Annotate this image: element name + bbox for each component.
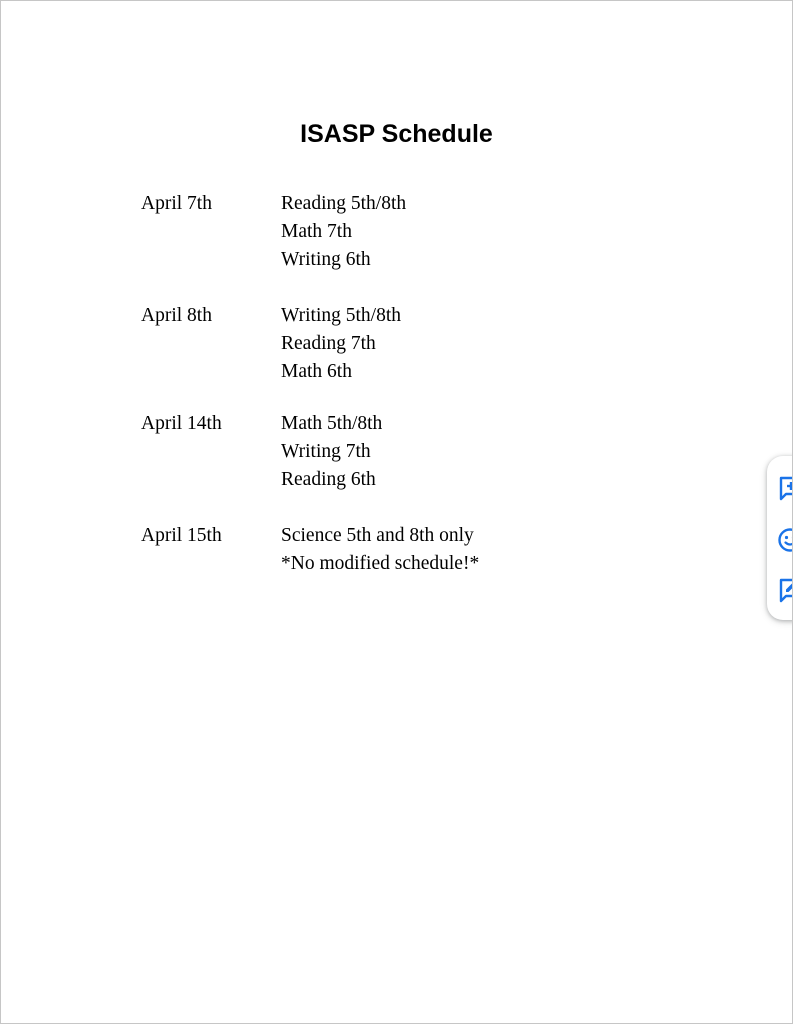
schedule-date: April 8th (141, 305, 212, 326)
schedule-item: Math 5th/8th (281, 413, 383, 434)
schedule-item: Writing 7th (281, 441, 371, 462)
schedule-item: Writing 5th/8th (281, 305, 401, 326)
schedule-date: April 15th (141, 525, 222, 546)
schedule-items (281, 190, 406, 274)
schedule-item: Reading 7th (281, 333, 376, 354)
add-comment-icon (777, 475, 793, 501)
page-title: ISASP Schedule (300, 120, 493, 148)
suggest-edit-button[interactable] (777, 577, 793, 603)
add-comment-button[interactable] (777, 475, 793, 501)
schedule-item: Math 6th (281, 361, 352, 382)
schedule-item: Reading 6th (281, 469, 376, 490)
suggest-edit-icon (777, 577, 793, 603)
schedule-date: April 7th (141, 193, 212, 214)
emoji-reaction-button[interactable] (777, 527, 793, 553)
schedule-item: Reading 5th/8th (281, 193, 407, 214)
schedule-item: Math 7th (281, 221, 352, 242)
schedule-date: April 14th (141, 413, 222, 434)
emoji-reaction-icon (777, 527, 793, 553)
schedule-item: *No modified schedule!* (281, 553, 480, 574)
schedule-items (281, 302, 401, 386)
schedule-item: Science 5th and 8th only (281, 525, 474, 546)
floating-side-toolbar (767, 456, 793, 620)
schedule-items (281, 522, 479, 578)
schedule-items (281, 410, 382, 494)
schedule-item: Writing 6th (281, 249, 371, 270)
